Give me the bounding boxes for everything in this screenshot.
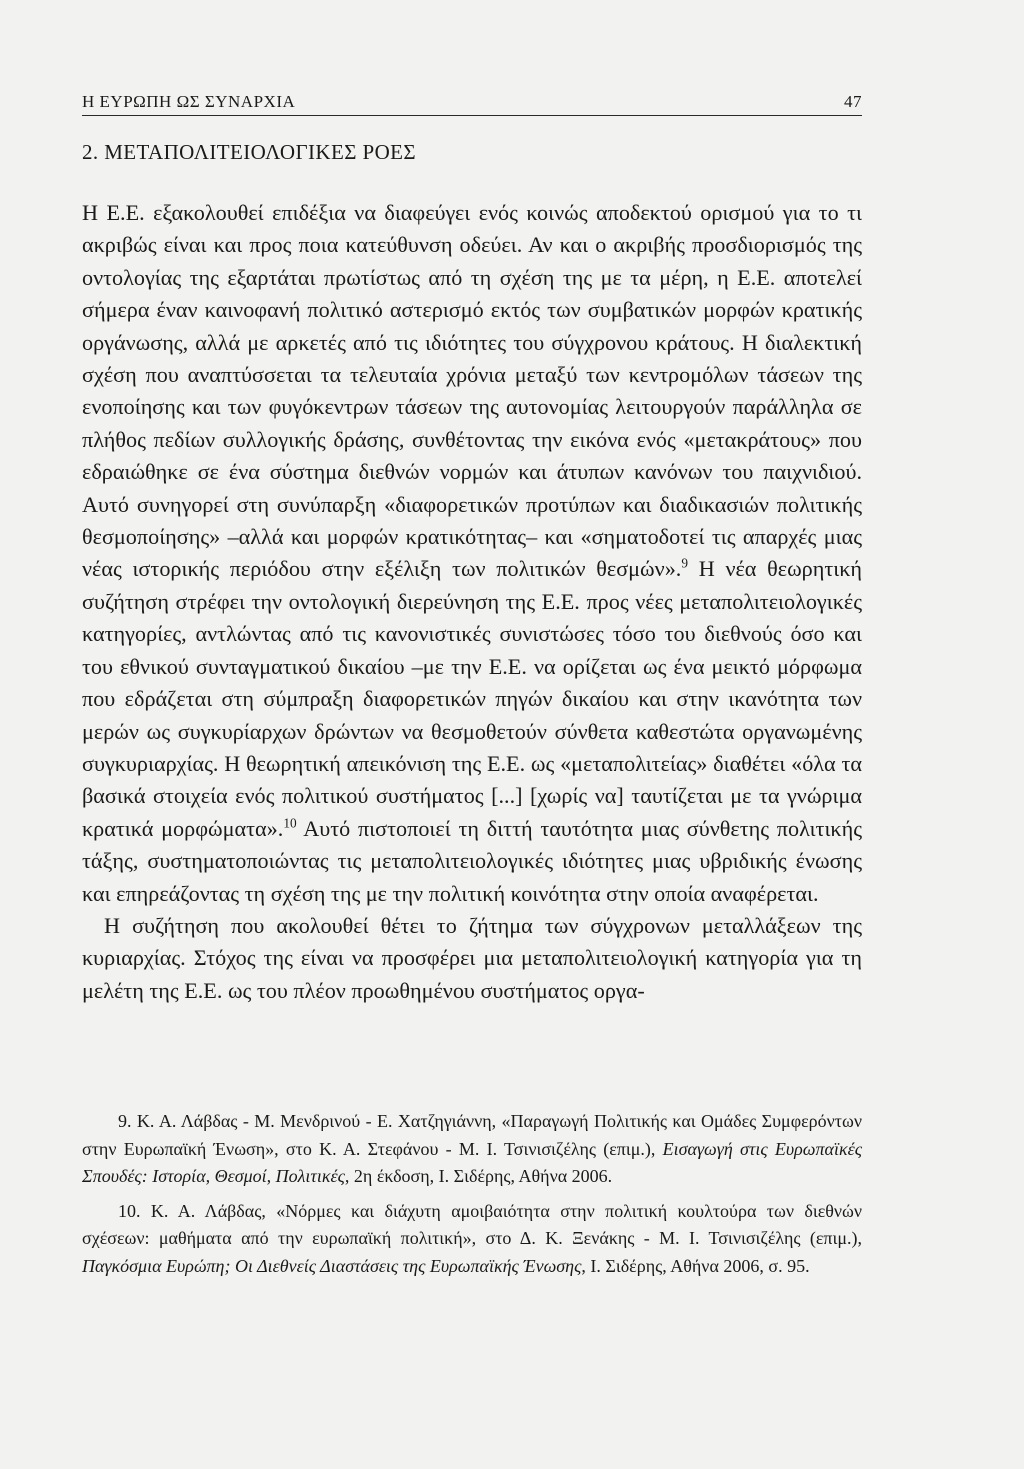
footnotes	[82, 1108, 862, 1287]
footnote-9-publisher: , 2η έκδοση, Ι. Σιδέρης, Αθήνα 2006.	[344, 1166, 613, 1186]
footnote-9-text: 9. Κ. Α. Λάβδας - Μ. Μενδρινού - Ε. Χατζηγιάννη, «Παραγωγή Πολιτικής και Ομάδες Συμφερόντων στην Ευρωπαϊκή Ένωση», στο Κ. Α. Στεφάνου - Μ. Ι. Τσινισιζέλης (επιμ.),	[82, 1111, 862, 1159]
footnote-ref-9: 9	[681, 556, 688, 572]
footnote-10-book-title: Παγκόσμια Ευρώπη; Οι Διεθνείς Διαστάσεις της Ευρωπαϊκής Ένωσης	[82, 1255, 582, 1276]
running-title: Η ΕΥΡΩΠΗ ΩΣ ΣΥΝΑΡΧΙΑ	[82, 92, 296, 111]
footnote-10-publisher: , Ι. Σιδέρης, Αθήνα 2006, σ. 95.	[581, 1255, 810, 1276]
footnote-10-text: 10. Κ. Α. Λάβδας, «Νόρμες και διάχυτη αμοιβαιότητα στην πολιτική κουλτούρα των διεθνών σχέσεων: μαθήματα από την ευρωπαϊκή πολιτική», στο Δ. Κ. Ξενάκης - Μ. Ι. Τσινισιζέλης (επιμ.),	[82, 1200, 862, 1248]
paragraph-1-text-b: Η νέα θεωρητική συζήτηση στρέφει την οντολογική διερεύνηση της Ε.Ε. προς νέες μεταπολιτειολογικές κατηγορίες, αντλώντας από τις κανονιστικές συνιστώσες τόσο του διεθνούς όσο και του εθνικού συνταγματικού δικαίου –με την Ε.Ε. να ορίζεται ως ένα μεικτό μόρφωμα που εδράζεται στη σύμπραξη διαφορετικών πηγών δικαίου και στην ικανότητα των μερών ως συγκυρίαρχων δρώντων να θεσμοθετούν σύνθετα καθεστώτα οργανωμένης συγκυριαρχίας. Η θεωρητική απεικόνιση της Ε.Ε. ως «μεταπολιτείας» διαθέτει «όλα τα βασικά στοιχεία ενός πολιτικού συστήματος [...] [χωρίς να] ταυτίζεται με τα γνώριμα κρατικά μορφώματα».	[82, 556, 863, 841]
footnote-9-book-title: Εισαγωγή στις Ευρωπαϊκές Σπουδές: Ιστορία, Θεσμοί, Πολιτικές	[82, 1138, 862, 1186]
paragraph-2: Η συζήτηση που ακολουθεί θέτει το ζήτημα των σύγχρονων μεταλλάξεων της κυριαρχίας. Στόχος της είναι να προσφέρει μια μεταπολιτειολογική κατηγορία για τη μελέτη της Ε.Ε. ως του πλέον προωθημένου συστήματος οργα-	[82, 912, 862, 1003]
paragraph-1	[82, 197, 862, 910]
footnote-9	[82, 1108, 862, 1191]
section-heading: 2. ΜΕΤΑΠΟΛΙΤΕΙΟΛΟΓΙΚΕΣ ΡΟΕΣ	[82, 140, 416, 164]
footnote-ref-10: 10	[283, 815, 297, 831]
footnote-10	[82, 1198, 862, 1281]
running-header	[82, 92, 862, 116]
paragraph-1-text-a: Η Ε.Ε. εξακολουθεί επιδέξια να διαφεύγει ενός κοινώς αποδεκτού ορισμού για το τι ακριβώς είναι και προς ποια κατεύθυνση οδεύει. Αν και ο ακριβής προσδιορισμός της οντολογίας της εξαρτάται πρωτίστως από τη σχέση της με τα μέρη, η Ε.Ε. αποτελεί σήμερα έναν καινοφανή πολιτικό αστερισμό εκτός των συμβατικών μορφών κρατικής οργάνωσης, αλλά με αρκετές από τις ιδιότητες του σύγχρονου κράτους. Η διαλεκτική σχέση που αναπτύσσεται τα τελευταία χρόνια μεταξύ των κεντρομόλων τάσεων της ενοποίησης και των φυγόκεντρων τάσεων της αυτονομίας λειτουργούν παράλληλα σε πλήθος πεδίων συλλογικής δράσης, συνθέτοντας την εικόνα ενός «μετακράτους» που εδραιώθηκε σε ένα σύστημα διεθνών νορμών και άτυπων κανόνων του παιχνιδιού. Αυτό συνηγορεί στη συνύπαρξη «διαφορετικών προτύπων και διαδικασιών πολιτικής θεσμοποίησης» –αλλά και μορφών κρατικότητας– και «σηματοδοτεί τις απαρχές μιας νέας ιστορικής περιόδου στην εξέλιξη των πολιτικών θεσμών».	[82, 200, 862, 582]
paragraph-1-text-c: Αυτό πιστοποιεί τη διττή ταυτότητα μιας σύνθετης πολιτικής τάξης, συστηματοποιώντας τις μεταπολιτειολογικές ιδιότητες μιας υβριδικής ένωσης και επηρεάζοντας τη σχέση της με την πολιτική κοινότητα στην οποία αναφέρεται.	[82, 815, 862, 906]
body-text	[82, 197, 862, 1007]
page-number: 47	[844, 92, 862, 111]
